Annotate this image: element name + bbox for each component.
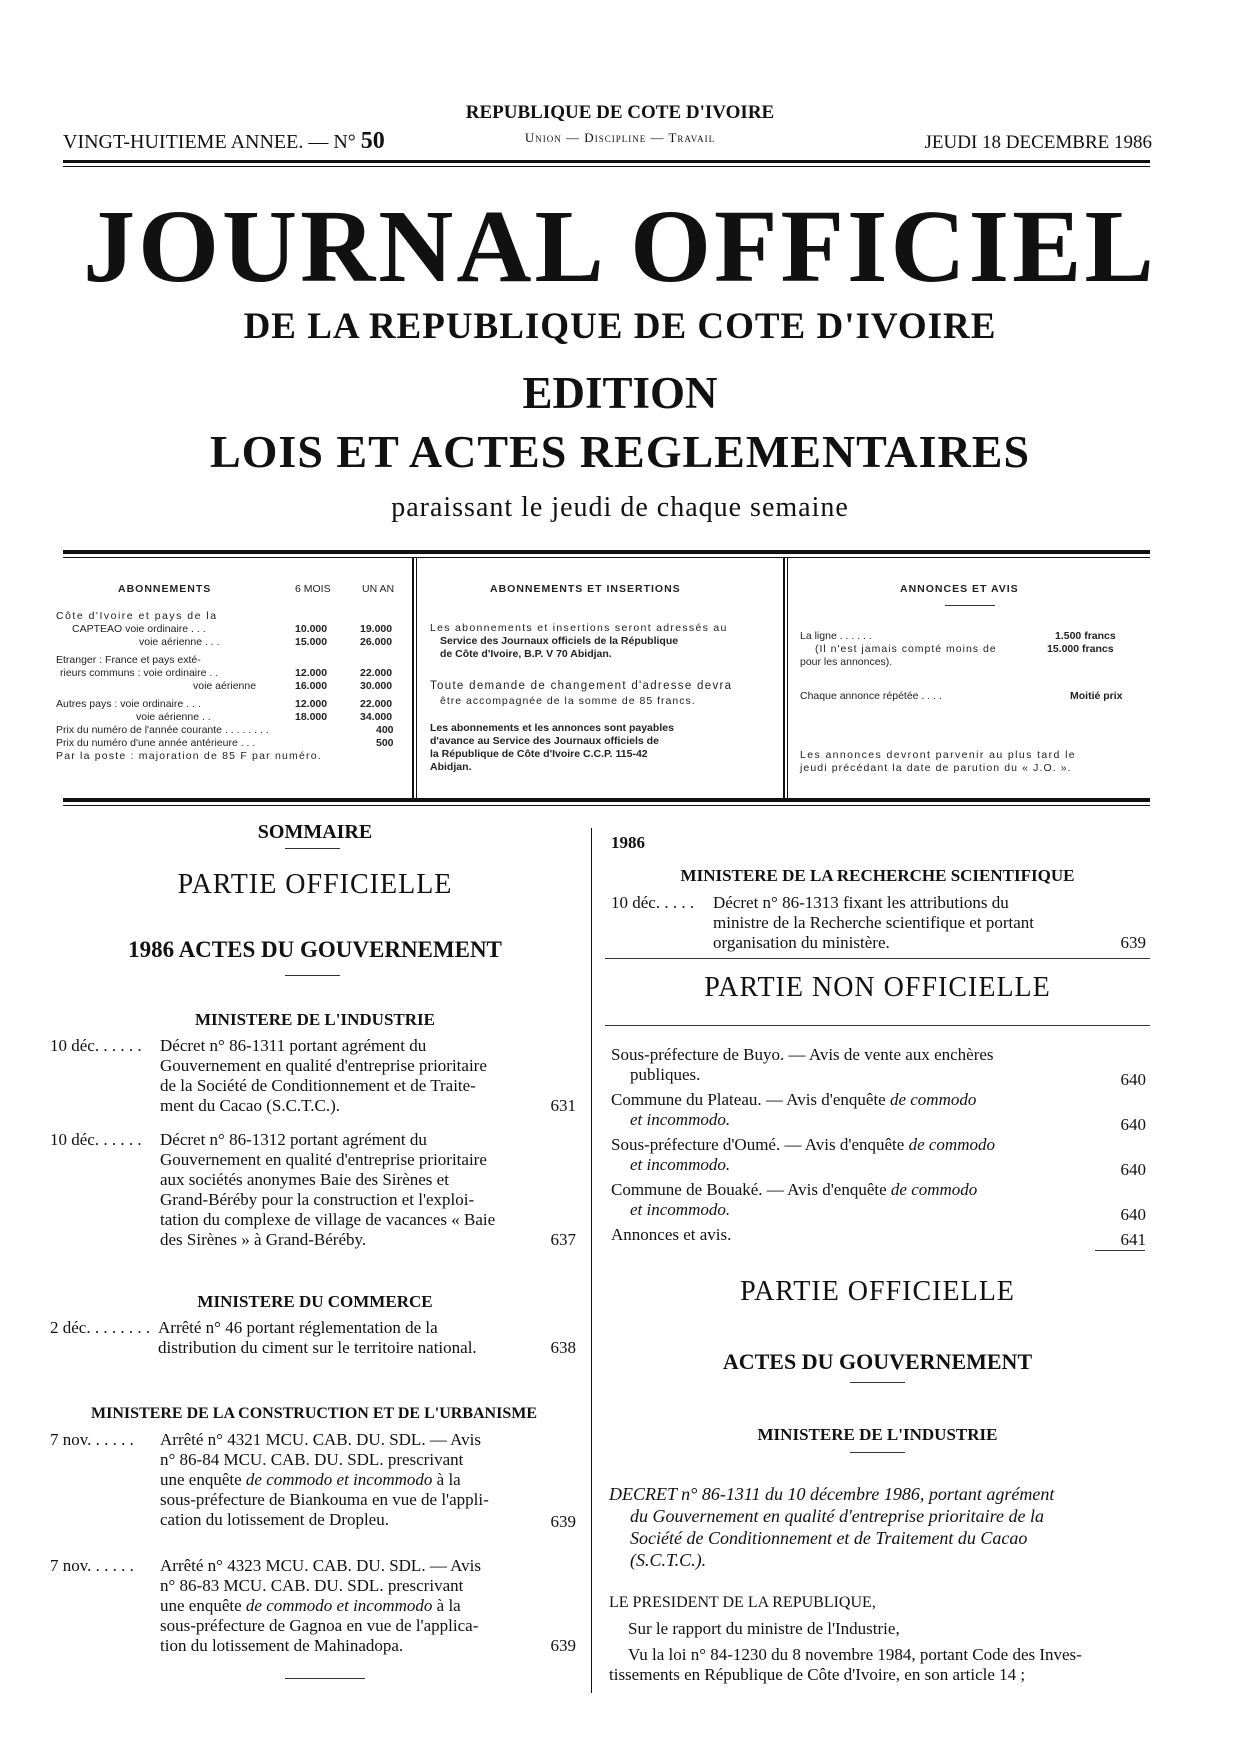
sommaire-underline	[285, 848, 340, 849]
edition-label: EDITION	[522, 368, 718, 418]
rate-label: voie aérienne . . .	[139, 636, 220, 648]
entry-text: organisation du ministère.	[713, 933, 890, 952]
announcement-text: jeudi précédant la date de parution du « J.O. ».	[800, 762, 1072, 774]
min-commerce-heading: MINISTERE DU COMMERCE	[197, 1292, 433, 1311]
insertions-text: être accompagnée de la somme de 85 francs.	[440, 695, 696, 707]
actes-heading: ACTES DU GOUVERNEMENT	[722, 1349, 1033, 1374]
section-rule	[605, 1025, 1150, 1026]
rate-value: 30.000	[360, 680, 393, 692]
decree-title: DECRET n° 86-1311 du 10 décembre 1986, portant agrément	[609, 1484, 1055, 1504]
rate-value: 12.000	[295, 667, 328, 679]
subscriptions-heading: ABONNEMENTS	[118, 583, 212, 595]
entry-page: 638	[550, 1338, 576, 1357]
min-recherche-heading: MINISTERE DE LA RECHERCHE SCIENTIFIQUE	[680, 866, 1075, 885]
year-label: 1986	[611, 833, 645, 852]
entry-date: 2 déc. . . . . . . .	[50, 1318, 151, 1337]
publication-frequency: paraissant le jeudi de chaque semaine	[391, 492, 849, 523]
announcement-text: pour les annonces).	[800, 656, 893, 668]
insertions-text: de Côte d'Ivoire, B.P. V 70 Abidjan.	[440, 648, 612, 660]
min-industrie-heading: MINISTERE DE L'INDUSTRIE	[195, 1010, 435, 1029]
entry-text: distribution du ciment sur le territoire national.	[158, 1338, 477, 1357]
box-bottom-rule	[63, 798, 1150, 802]
partie-non-officielle-heading: PARTIE NON OFFICIELLE	[704, 972, 1051, 1003]
decree-title: (S.C.T.C.).	[630, 1550, 707, 1570]
announcement-text: La ligne . . . . . .	[800, 630, 872, 642]
box-divider-1	[412, 558, 414, 798]
entry-page: 631	[550, 1096, 576, 1115]
notice-page: 641	[1120, 1230, 1146, 1249]
decree-title: du Gouvernement en qualité d'entreprise prioritaire de la	[630, 1506, 1044, 1526]
insertions-text: la République de Côte d'Ivoire C.C.P. 115-42	[430, 748, 648, 760]
entry-text: Gouvernement en qualité d'entreprise prioritaire	[160, 1056, 487, 1075]
decree-text: Vu la loi n° 84-1230 du 8 novembre 1984, portant Code des Inves-	[628, 1645, 1082, 1664]
rate-value: 16.000	[295, 680, 328, 692]
rate-value: 34.000	[360, 711, 393, 723]
notice-text: et incommodo.	[630, 1200, 731, 1219]
announcement-price: 15.000 francs	[1047, 643, 1114, 655]
insertions-text: Service des Journaux officiels de la République	[440, 635, 679, 647]
insertions-text: Les abonnements et les annonces sont payables	[430, 722, 674, 734]
announcement-text: (Il n'est jamais compté moins de	[815, 643, 997, 655]
country-header	[380, 102, 860, 146]
rate-label: Prix du numéro d'une année antérieure . . .	[56, 737, 256, 749]
box-divider-1b	[416, 558, 417, 798]
insertions-text: Toute demande de changement d'adresse devra	[430, 680, 733, 692]
insertions-heading: ABONNEMENTS ET INSERTIONS	[490, 583, 681, 595]
entry-text: tion du lotissement de Mahinadopa.	[160, 1636, 404, 1655]
rate-value: 18.000	[295, 711, 328, 723]
entry-text: sous-préfecture de Biankouma en vue de l'appli-	[160, 1490, 489, 1509]
notice-text: Sous-préfecture d'Oumé. — Avis d'enquête de commodo	[611, 1135, 995, 1154]
col-one-year: UN AN	[362, 583, 395, 595]
insertions-text: d'avance au Service des Journaux officiels de	[430, 735, 659, 747]
box-top-rule	[63, 550, 1150, 554]
issue-date: JEUDI 18 DECEMBRE 1986	[924, 132, 1152, 153]
entry-text: Décret n° 86-1312 portant agrément du	[160, 1130, 427, 1149]
entry-page: 639	[550, 1636, 576, 1655]
rate-value: 22.000	[360, 667, 393, 679]
entry-text: de la Société de Conditionnement et de Traite-	[160, 1076, 476, 1095]
entry-text: n° 86-84 MCU. CAB. DU. SDL. prescrivant	[160, 1450, 464, 1469]
insertions-text: Les abonnements et insertions seront adressés au	[430, 622, 728, 634]
entry-text: aux sociétés anonymes Baie des Sirènes et	[160, 1170, 449, 1189]
rate-value: 15.000	[295, 636, 328, 648]
journal-title: JOURNAL OFFICIEL	[83, 189, 1157, 304]
box-divider-2	[783, 558, 785, 798]
issue-label: VINGT-HUITIEME ANNEE. — N° 50	[63, 128, 385, 154]
notice-page: 640	[1120, 1160, 1146, 1179]
notice-text: Commune du Plateau. — Avis d'enquête de commodo	[611, 1090, 977, 1109]
partie-officielle-heading: PARTIE OFFICIELLE	[740, 1276, 1015, 1307]
entry-text: Arrêté n° 46 portant réglementation de la	[158, 1318, 438, 1337]
notice-page: 640	[1120, 1115, 1146, 1134]
announcement-price: Moitié prix	[1070, 690, 1123, 702]
entry-text: une enquête de commodo et incommodo à la	[160, 1470, 461, 1489]
partie-officielle-heading: PARTIE OFFICIELLE	[177, 869, 453, 900]
entry-text: Décret n° 86-1311 portant agrément du	[160, 1036, 427, 1055]
entry-date: 7 nov. . . . . .	[50, 1430, 134, 1449]
decree-text: LE PRESIDENT DE LA REPUBLIQUE,	[609, 1594, 876, 1611]
notice-page: 640	[1120, 1205, 1146, 1224]
decree-title: Société de Conditionnement et de Traitement du Cacao	[630, 1528, 1028, 1548]
entry-text: n° 86-83 MCU. CAB. DU. SDL. prescrivant	[160, 1576, 464, 1595]
min-construction-heading: MINISTERE DE LA CONSTRUCTION ET DE L'URBANISME	[90, 1405, 538, 1422]
section-rule	[1095, 1250, 1145, 1251]
col-6-months: 6 MOIS	[295, 583, 331, 595]
rate-label: CAPTEAO voie ordinaire . . .	[72, 623, 206, 635]
rate-value: 22.000	[360, 698, 393, 710]
rate-label: rieurs communs : voie ordinaire . .	[60, 667, 219, 679]
entry-date: 7 nov. . . . . .	[50, 1556, 134, 1575]
box-top-rule-thin	[63, 557, 1150, 558]
section-rule	[605, 958, 1150, 959]
insertions-text: Abidjan.	[430, 761, 472, 773]
column-divider	[591, 828, 592, 1693]
box-divider-2b	[787, 558, 788, 798]
entry-date: 10 déc. . . . . .	[50, 1130, 142, 1149]
box-bottom-rule-thin	[63, 805, 1150, 806]
rate-value: 10.000	[295, 623, 328, 635]
end-rule	[285, 1678, 365, 1679]
rate-label: Par la poste : majoration de 85 F par numéro.	[56, 750, 322, 762]
entry-date: 10 déc. . . . .	[611, 893, 695, 912]
header-rule-thin	[63, 166, 1150, 167]
entry-text: Gouvernement en qualité d'entreprise prioritaire	[160, 1150, 487, 1169]
entry-page: 639	[1120, 933, 1146, 952]
announcements-heading: ANNONCES ET AVIS	[900, 583, 1019, 595]
notice-text: et incommodo.	[630, 1110, 731, 1129]
rate-value: 12.000	[295, 698, 328, 710]
journal-subtitle: DE LA REPUBLIQUE DE COTE D'IVOIRE	[243, 306, 997, 347]
actes-underline	[285, 975, 340, 976]
entry-text: Arrêté n° 4321 MCU. CAB. DU. SDL. — Avis	[160, 1430, 481, 1449]
entry-page: 639	[550, 1512, 576, 1531]
entry-text: sous-préfecture de Gagnoa en vue de l'applica-	[160, 1616, 479, 1635]
heading-underline	[850, 1452, 905, 1453]
rate-label: Prix du numéro de l'année courante . . . . . . . .	[56, 724, 269, 736]
entry-text: ministre de la Recherche scientifique et portant	[713, 913, 1034, 932]
notice-text: Commune de Bouaké. — Avis d'enquête de commodo	[611, 1180, 978, 1199]
rate-label: Autres pays : voie ordinaire . . .	[56, 698, 201, 710]
notice-page: 640	[1120, 1070, 1146, 1089]
entry-page: 637	[550, 1230, 576, 1249]
announcement-price: 1.500 francs	[1055, 630, 1116, 642]
decree-text: Sur le rapport du ministre de l'Industrie,	[628, 1619, 900, 1638]
national-motto: Union — Discipline — Travail	[524, 130, 716, 145]
entry-text: Arrêté n° 4323 MCU. CAB. DU. SDL. — Avis	[160, 1556, 481, 1575]
entry-text: tation du complexe de village de vacances « Baie	[160, 1210, 496, 1229]
rate-value: 400	[376, 724, 394, 736]
entry-text: Décret n° 86-1313 fixant les attributions du	[713, 893, 1009, 912]
entry-text: Grand-Béréby pour la construction et l'exploi-	[160, 1190, 475, 1209]
header-rule	[63, 160, 1150, 163]
notice-text: et incommodo.	[630, 1155, 731, 1174]
entry-date: 10 déc. . . . . .	[50, 1036, 142, 1055]
heading-underline	[945, 605, 995, 606]
notice-text: publiques.	[630, 1065, 701, 1084]
entry-text: cation du lotissement de Dropleu.	[160, 1510, 389, 1529]
issue-number: 50	[360, 128, 385, 154]
decree-text: tissements en République de Côte d'Ivoire, en son article 14 ;	[609, 1665, 1026, 1684]
actes-heading: 1986 ACTES DU GOUVERNEMENT	[128, 937, 502, 962]
min-industrie-heading: MINISTERE DE L'INDUSTRIE	[757, 1425, 998, 1444]
rate-value: 26.000	[360, 636, 393, 648]
notice-text: Annonces et avis.	[611, 1225, 732, 1244]
rate-label: voie aérienne . .	[136, 711, 211, 723]
announcement-text: Chaque annonce répétée . . . .	[800, 690, 942, 702]
entry-text: une enquête de commodo et incommodo à la	[160, 1596, 461, 1615]
edition-name: LOIS ET ACTES REGLEMENTAIRES	[209, 426, 1031, 477]
actes-underline	[850, 1382, 905, 1383]
rate-label: voie aérienne	[193, 680, 257, 692]
rate-value: 500	[376, 737, 394, 749]
sommaire-heading: SOMMAIRE	[257, 821, 373, 843]
rate-label: Etranger : France et pays exté-	[56, 654, 201, 666]
announcement-text: Les annonces devront parvenir au plus tard le	[800, 749, 1077, 761]
rate-value: 19.000	[360, 623, 393, 635]
rate-label: Côte d'Ivoire et pays de la	[56, 610, 218, 622]
entry-text: ment du Cacao (S.C.T.C.).	[160, 1096, 341, 1115]
notice-text: Sous-préfecture de Buyo. — Avis de vente aux enchères	[611, 1045, 994, 1064]
country-name: REPUBLIQUE DE COTE D'IVOIRE	[465, 102, 775, 123]
entry-text: des Sirènes » à Grand-Béréby.	[160, 1230, 367, 1249]
